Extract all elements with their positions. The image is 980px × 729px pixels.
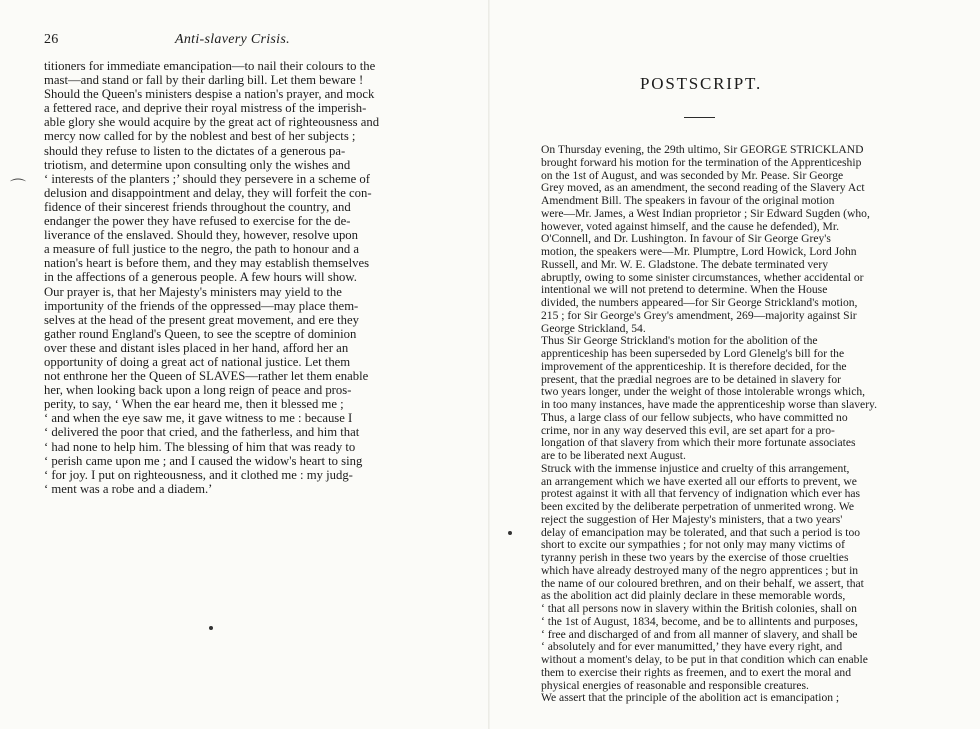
right-page: [490, 0, 980, 729]
body-line: reject the suggestion of Her Majesty's ministers, that a two years': [541, 513, 843, 526]
body-line: physical energies of reasonable and responsible creatures.: [541, 679, 809, 692]
body-line: gather round England's Queen, to see the sceptre of dominion: [44, 326, 357, 341]
body-line: George Strickland, 54.: [541, 322, 646, 335]
body-line: ‘ free and discharged of and from all manner of slavery, and shall be: [541, 628, 858, 641]
body-line: as the abolition act did plainly declare in these memorable words,: [541, 590, 846, 603]
body-line: a fettered race, and deprive their royal mistress of the imperish-: [44, 101, 367, 116]
body-line: should they refuse to listen to the dictates of a generous pa-: [44, 143, 346, 158]
body-line: which have already destroyed many of the negro apprentices ; but in: [541, 564, 859, 577]
body-line: crime, nor in any way deserved this evil, are set apart for a pro-: [541, 424, 835, 437]
body-line: nation's heart is before them, and they may establish themselves: [44, 256, 370, 271]
body-line: were—Mr. James, a West Indian proprietor ; Sir Edward Sugden (who,: [541, 207, 870, 220]
body-line: improvement of the apprenticeship. It is therefore decided, for the: [541, 360, 847, 373]
body-line: ‘ interests of the planters ;’ should they persevere in a scheme of: [44, 171, 371, 186]
body-line: on the 1st of August, and was seconded by Mr. Pease. Sir George: [541, 169, 844, 182]
body-line: motion, the speakers were—Mr. Plumptre, Lord Howick, Lord John: [541, 246, 857, 258]
body-line: Should the Queen's ministers despise a nation's prayer, and mock: [44, 87, 375, 102]
body-line: delusion and disappointment and delay, they will forfeit the con-: [44, 185, 372, 200]
body-line: brought forward his motion for the termination of the Apprenticeship: [541, 156, 862, 169]
body-line: ‘ for joy. I put on righteousness, and it clothed me : my judg-: [44, 467, 353, 482]
body-line: are to be liberated next August.: [541, 450, 686, 462]
body-line: ‘ and when the eye saw me, it gave witness to me : because I: [44, 411, 353, 426]
body-line: 215 ; for Sir George's Grey's amendment, 269—majority against Sir: [541, 309, 857, 322]
body-line: Grey moved, as an amendment, the second reading of the Slavery Act: [541, 182, 865, 195]
left-page-body: [44, 59, 438, 496]
body-line: an arrangement which we have exerted all our efforts to prevent, we: [541, 475, 857, 488]
body-line: two years longer, under the weight of those intolerable wrongs which,: [541, 386, 866, 399]
body-line: Thus, a large class of our fellow subjects, who have committed no: [541, 411, 848, 424]
body-line: mercy now called for by the noblest and best of her subjects ;: [44, 129, 356, 144]
body-line: endanger the power they have refused to exercise for the de-: [44, 214, 351, 229]
postscript-heading: POSTSCRIPT.: [640, 74, 762, 93]
body-line: a measure of full justice to the negro, the path to honour and a: [44, 242, 359, 257]
body-line: Thus Sir George Strickland's motion for the abolition of the: [541, 335, 818, 348]
body-line: protest against it with all that fervency of indignation which ever has: [541, 488, 861, 501]
body-line: longation of that slavery from which their more fortunate associates: [541, 437, 856, 450]
body-line: O'Connell, and Dr. Lushington. In favour of Sir George Grey's: [541, 233, 831, 246]
page-number: 26: [44, 32, 59, 47]
body-line: ‘ absolutely and for ever manumitted,’ they have every right, and: [541, 641, 843, 654]
heading-rule: [684, 117, 715, 118]
body-line: her, when looking back upon a long reign of peace and pros-: [44, 383, 352, 398]
right-page-body: [541, 144, 933, 705]
body-line: ‘ had none to help him. The blessing of him that was ready to: [44, 439, 356, 454]
body-line: them to exercise their rights as freemen, and to exert the moral and: [541, 666, 852, 679]
body-line: able glory she would acquire by the great act of righteousness and: [44, 115, 380, 130]
body-line: Our prayer is, that her Majesty's ministers may yield to the: [44, 284, 342, 299]
body-line: been excited by the deliberate perpetration of unmerited wrong. We: [541, 501, 855, 513]
body-line: Amendment Bill. The speakers in favour of the original motion: [541, 195, 835, 207]
body-line: selves at the head of the present great movement, and ere they: [44, 312, 359, 327]
body-line: We assert that the principle of the abolition act is emancipation ;: [541, 692, 840, 705]
body-line: divided, the numbers appeared—for Sir George Strickland's motion,: [541, 297, 858, 309]
body-line: perity, to say, ‘ When the ear heard me, then it blessed me ;: [44, 397, 344, 412]
body-line: opportunity of doing a great act of national justice. Let them: [44, 354, 351, 369]
body-line: the name of our coloured brethren, and on their behalf, we assert, that: [541, 577, 864, 590]
margin-caret-mark: ⌒: [10, 179, 27, 196]
body-line: liverance of the enslaved. Should they, however, resolve upon: [44, 228, 358, 243]
body-line: in the affections of a generous people. A few hours will show.: [44, 270, 357, 285]
body-line: ‘ the 1st of August, 1834, become, and be to allintents and purposes,: [541, 615, 858, 628]
body-line: intentional we will not pretend to determine. When the House: [541, 284, 828, 297]
body-line: triotism, and determine upon consulting only the wishes and: [44, 157, 351, 172]
body-line: fidence of their sincerest friends throughout the country, and: [44, 199, 351, 214]
body-line: ‘ ment was a robe and a diadem.’: [44, 481, 213, 496]
margin-dot-mark: [209, 626, 213, 630]
running-head: Anti-slavery Crisis.: [175, 32, 290, 47]
body-line: without a moment's delay, to be put in that condition which can enable: [541, 654, 868, 666]
body-line: present, that the prædial negroes are to be detained in slavery for: [541, 373, 842, 386]
body-line: Russell, and Mr. W. E. Gladstone. The debate terminated very: [541, 258, 828, 271]
body-line: ‘ that all persons now in slavery within the British colonies, shall on: [541, 603, 857, 615]
body-line: mast—and stand or fall by their darling bill. Let them beware !: [44, 73, 364, 88]
body-line: however, voted against himself, and the cause he defended), Mr.: [541, 220, 839, 233]
body-line: importunity of the friends of the oppressed—may place them-: [44, 298, 359, 313]
body-line: tyranny perish in these two years by the exercise of those cruelties: [541, 552, 849, 564]
body-line: not enthrone her the Queen of SLAVES—rather let them enable: [44, 369, 369, 384]
body-line: over these and distant isles placed in her hand, afford her an: [44, 340, 349, 355]
body-line: ‘ perish came upon me ; and I caused the widow's heart to sing: [44, 453, 363, 468]
body-line: in too many instances, have made the apprenticeship worse than slavery.: [541, 399, 878, 411]
body-line: abruptly, owing to some sinister circumstances, whether accidental or: [541, 271, 864, 284]
body-line: delay of emancipation may be tolerated, and that such a period is too: [541, 526, 861, 539]
body-line: titioners for immediate emancipation—to nail their colours to the: [44, 59, 376, 73]
margin-dot-mark: [508, 531, 512, 535]
body-line: On Thursday evening, the 29th ultimo, Sir GEORGE STRICKLAND: [541, 144, 864, 156]
body-line: Struck with the immense injustice and cruelty of this arrangement,: [541, 462, 850, 475]
body-line: short to excite our sympathies ; for not only may many victims of: [541, 539, 845, 552]
body-line: ‘ delivered the poor that cried, and the fatherless, and him that: [44, 425, 360, 440]
body-line: apprenticeship has been superseded by Lord Glenelg's bill for the: [541, 348, 845, 360]
